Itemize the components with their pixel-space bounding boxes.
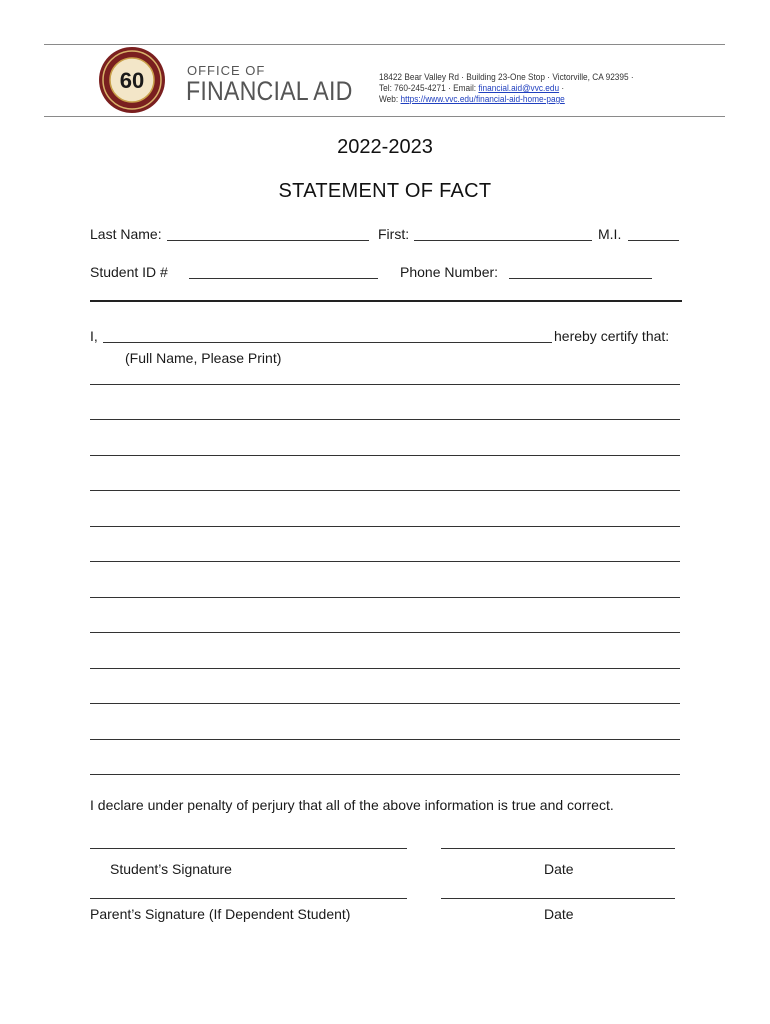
- first-name-field[interactable]: [414, 240, 592, 241]
- email-link[interactable]: financial.aid@vvc.edu: [478, 83, 560, 93]
- parent-signature-field[interactable]: [90, 898, 407, 899]
- statement-line[interactable]: [90, 739, 680, 740]
- statement-line[interactable]: [90, 490, 680, 491]
- parent-signature-label: Parent’s Signature (If Dependent Student): [90, 906, 351, 922]
- student-date-label: Date: [544, 861, 574, 877]
- statement-line[interactable]: [90, 526, 680, 527]
- web-link[interactable]: https://www.vvc.edu/financial-aid-home-page: [400, 94, 565, 104]
- certify-suffix: hereby certify that:: [554, 328, 670, 344]
- student-date-field[interactable]: [441, 848, 675, 849]
- statement-line[interactable]: [90, 455, 680, 456]
- student-signature-label: Student’s Signature: [110, 861, 232, 877]
- section-divider: [90, 300, 682, 302]
- statement-line[interactable]: [90, 774, 680, 775]
- contact-web: [379, 94, 565, 104]
- form-year: 2022-2023: [337, 136, 433, 158]
- web-label: Web:: [379, 94, 401, 104]
- mi-field[interactable]: [628, 240, 679, 241]
- student-signature-field[interactable]: [90, 848, 407, 849]
- statement-line[interactable]: [90, 419, 680, 420]
- statement-line[interactable]: [90, 703, 680, 704]
- statement-line[interactable]: [90, 632, 680, 633]
- declaration-text: I declare under penalty of perjury that all of the above information is true and correct.: [90, 797, 614, 813]
- phone-label: Phone Number:: [400, 264, 499, 280]
- parent-date-field[interactable]: [441, 898, 675, 899]
- full-name-field[interactable]: [103, 342, 552, 343]
- contact-phone-email: [379, 83, 564, 93]
- certify-prefix: I,: [90, 328, 98, 344]
- college-seal-logo: [98, 46, 166, 114]
- statement-line[interactable]: [90, 384, 680, 385]
- header-bottom-rule: [44, 116, 725, 117]
- contact-address: 18422 Bear Valley Rd · Building 23-One Stop · Victorville, CA 92395 ·: [379, 72, 634, 82]
- first-name-label: First:: [378, 226, 410, 242]
- seal-number: 60: [119, 68, 145, 93]
- last-name-label: Last Name:: [90, 226, 162, 242]
- form-title: STATEMENT OF FACT: [278, 180, 492, 202]
- full-name-hint: (Full Name, Please Print): [125, 350, 282, 366]
- mi-label: M.I.: [598, 226, 622, 242]
- statement-line[interactable]: [90, 668, 680, 669]
- student-id-field[interactable]: [189, 278, 378, 279]
- statement-line[interactable]: [90, 561, 680, 562]
- email-suffix: ·: [559, 83, 565, 93]
- last-name-field[interactable]: [167, 240, 369, 241]
- statement-line[interactable]: [90, 597, 680, 598]
- tel-label: Tel: 760-245-4271 · Email:: [379, 83, 479, 93]
- office-of-text: OFFICE OF: [187, 63, 266, 78]
- parent-date-label: Date: [544, 906, 574, 922]
- phone-field[interactable]: [509, 278, 652, 279]
- financial-aid-text: FINANCIAL AID: [186, 76, 353, 106]
- header-top-rule: [44, 44, 725, 45]
- student-id-label: Student ID #: [90, 264, 168, 280]
